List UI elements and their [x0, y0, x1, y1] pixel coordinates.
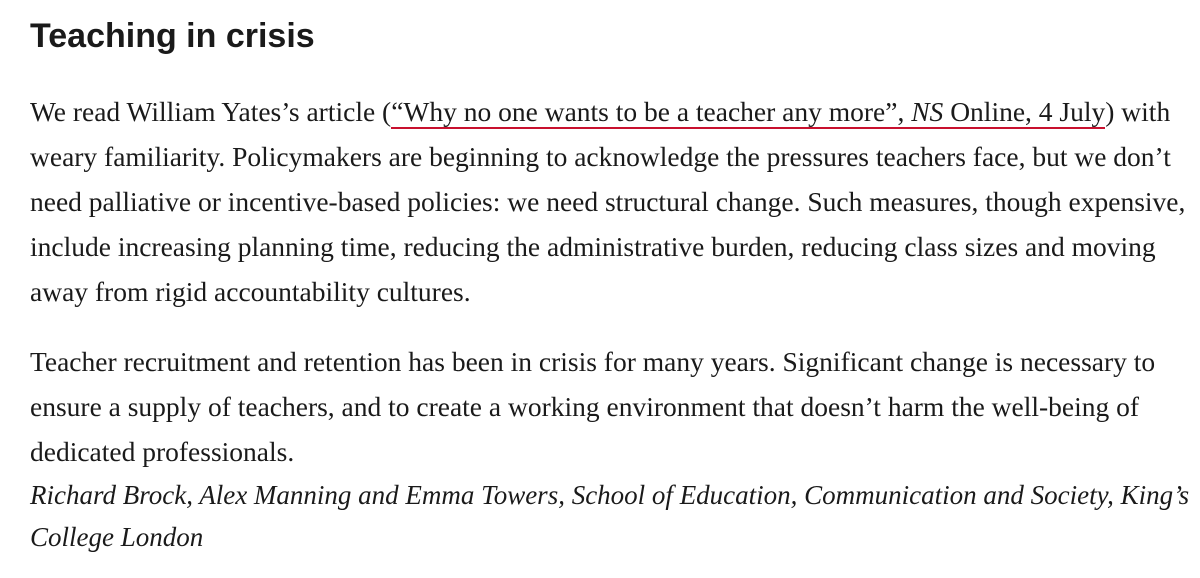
letter-headline: Teaching in crisis	[30, 17, 315, 55]
letter-paragraph-1	[30, 89, 1190, 314]
cited-article-link[interactable]	[391, 96, 1105, 129]
letter-signature: Richard Brock, Alex Manning and Emma Towers, School of Education, Communication and Society, King’s College London	[30, 480, 1190, 552]
paragraph-1-body: ) with weary familiarity. Policymakers are beginning to acknowledge the pressures teachers face, but we don’t need palliative or incentive-based policies: we need structural change. Such measures, though expensive, include increasing planning time, reducing the administrative burden, reducing class sizes and moving away from rigid accountability cultures.	[30, 96, 1186, 307]
cited-publication-date: Online, 4 July	[943, 96, 1106, 127]
letter-paragraph-2: Teacher recruitment and retention has been in crisis for many years. Significant change is necessary to ensure a supply of teachers, and to create a working environment that doesn’t harm the well-being of dedicated professionals.	[30, 346, 1156, 467]
paragraph-1-intro: We read William Yates’s article (	[30, 96, 392, 127]
cited-publication-abbrev: NS	[911, 96, 944, 127]
cited-article-title: “Why no one wants to be a teacher any more”,	[391, 96, 912, 127]
